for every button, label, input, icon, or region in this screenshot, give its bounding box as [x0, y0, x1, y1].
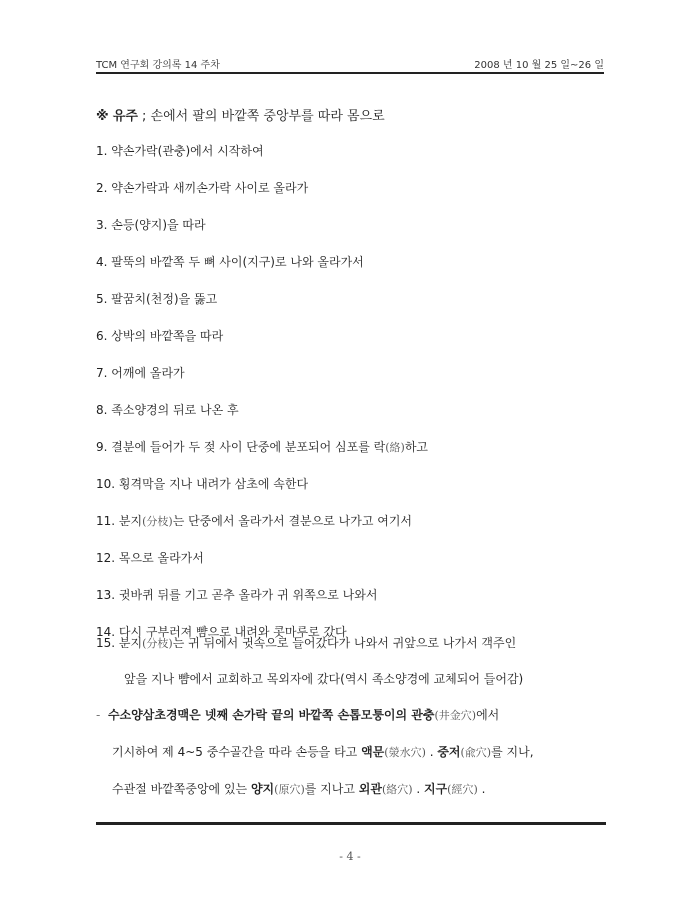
text: .	[412, 782, 424, 796]
step-text: 하고	[404, 440, 428, 454]
step-item: 10. 횡격막을 지나 내려가 삼초에 속한다	[96, 477, 309, 491]
header-date: 2008 년 10 월 25 일~26 일	[474, 60, 604, 71]
hanja-annotation: (井金穴)	[434, 709, 477, 722]
paragraph-line	[96, 743, 606, 780]
text: .	[477, 782, 486, 796]
acupoint-name: 관충	[411, 708, 435, 722]
step-list	[96, 142, 616, 660]
step-continuation: 앞을 지나 뺨에서 교회하고 목외자에 갔다(역시 족소양경에 교체되어 들어감)	[124, 672, 524, 686]
step-item-11	[96, 512, 616, 549]
hanja-annotation: (絡)	[385, 441, 405, 454]
header-course-title: TCM 연구회 강의록 14 주차	[96, 60, 220, 71]
hanja-annotation: (兪穴)	[460, 746, 492, 759]
step-item: 3. 손등(양지)을 따라	[96, 218, 206, 232]
step-line	[96, 634, 616, 670]
reference-mark: ※	[96, 109, 109, 124]
hanja-annotation: (滎水穴)	[384, 746, 426, 759]
step-item: 4. 팔뚝의 바깥쪽 두 뼈 사이(지구)로 나와 올라가서	[96, 255, 364, 269]
acupoint-name: 중저	[437, 745, 461, 759]
step-text: 는 단중에서 올라가서 결분으로 나가고 여기서	[172, 514, 413, 528]
acupoint-name: 외관	[358, 782, 382, 796]
acupoint-name: 액문	[361, 745, 385, 759]
step-text: 9. 결분에 들어가 두 젖 사이 단중에 분포되어 심포를 락	[96, 440, 386, 454]
hanja-annotation: (絡穴)	[381, 783, 413, 796]
step-text: 15. 분지	[96, 636, 143, 650]
hanja-annotation: (分枝)	[142, 637, 173, 650]
text: 를 지나,	[491, 745, 534, 759]
step-item: 2. 약손가락과 새끼손가락 사이로 올라가	[96, 181, 309, 195]
step-item: 14. 다시 구부러져 뺨으로 내려와 콧마루로 갔다	[96, 625, 347, 639]
step-item: 1. 약손가락(관충)에서 시작하여	[96, 144, 264, 158]
paragraph-line	[96, 706, 606, 743]
bullet-marker: -	[96, 708, 101, 722]
step-text: 는 귀 뒤에서 귓속으로 들어갔다가 나와서 귀앞으로 나가서 객주인	[172, 636, 517, 650]
step-item-9	[96, 438, 616, 475]
text: 기시하여 제 4~5 중수골간을 따라 손등을 타고	[112, 745, 362, 759]
step-item: 7. 어깨에 올라가	[96, 366, 185, 380]
step-item: 8. 족소양경의 뒤로 나온 후	[96, 403, 239, 417]
footer-divider	[96, 822, 606, 825]
hanja-annotation: (原穴)	[274, 783, 305, 796]
text: 에서	[476, 708, 500, 722]
page-number: - 4 -	[339, 850, 361, 863]
text: 수관절 바깥쪽중앙에 있는	[112, 782, 251, 796]
header-divider	[96, 72, 604, 74]
meridian-paragraph	[96, 706, 606, 817]
section-title-keyword: 유주	[112, 109, 138, 124]
step-item: 6. 상박의 바깥쪽을 따라	[96, 329, 224, 343]
acupoint-name: 양지	[250, 782, 275, 796]
step-item: 12. 목으로 올라가서	[96, 551, 204, 565]
paragraph-line	[96, 780, 606, 817]
hanja-annotation: (分枝)	[142, 515, 173, 528]
step-item: 13. 귓바퀴 뒤를 기고 곧추 올라가 귀 위쪽으로 나와서	[96, 588, 378, 602]
text: 를 지나고	[304, 782, 359, 796]
step-text: 11. 분지	[96, 514, 143, 528]
section-title-text: ; 손에서 팔의 바깥쪽 중앙부를 따라 몸으로	[137, 109, 385, 124]
step-item: 5. 팔꿈치(천정)을 뚫고	[96, 292, 218, 306]
step-item-15	[96, 634, 616, 706]
text: .	[425, 745, 438, 759]
hanja-annotation: (經穴)	[447, 783, 478, 796]
text: 수소양삼초경맥은 넷째 손가락 끝의 바깥쪽 손톱모퉁이의	[108, 708, 412, 722]
section-title	[96, 105, 385, 124]
acupoint-name: 지구	[423, 782, 448, 796]
